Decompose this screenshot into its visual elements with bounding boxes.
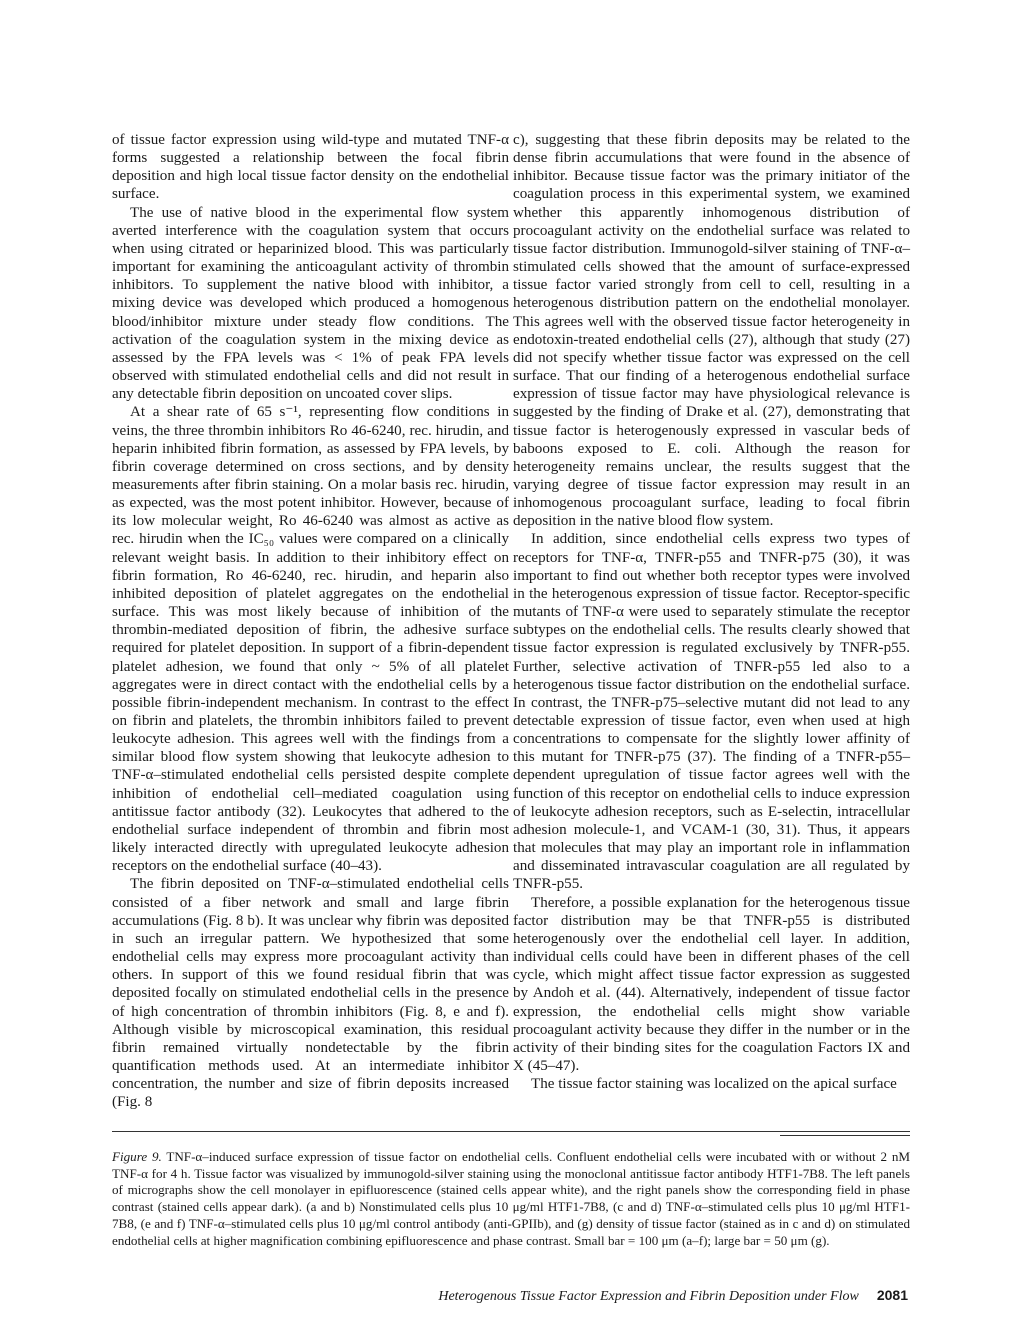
left-paragraph-4: The fibrin deposited on TNF-α–stimulated endothelial cells consisted of a fiber network and small and large fibrin accumulations (Fig. 8 b). It was unclear why fibrin was deposited in such an irregular pattern. We hypothesized that some endothelial cells may express more procoagulant activity than others. In support of this we found residual fibrin that was deposited focally on stimulated endothelial cells in the presence of high concentration of thrombin inhibitors (Fig. 8, e and f). Although visible by microscopical examination, this residual fibrin remained virtually nondetectable by the fibrin quantification methods used. At an intermediate inhibitor concentration, the number and size of fibrin deposits increased (Fig. 8	[112, 876, 509, 1111]
left-column	[112, 131, 509, 1111]
caption-divider-top	[112, 1131, 910, 1132]
left-paragraph-3: At a shear rate of 65 s⁻¹, representing flow conditions in veins, the three thrombin inhibitors Ro 46-6240, rec. hirudin, and heparin inhibited fibrin formation, as assessed by FPA levels, by fibrin coverage determined on cross sections, and by density measurements after fibrin staining. On a molar basis rec. hirudin, as expected, was the most potent inhibitor. However, because of its low molecular weight, Ro 46-6240 was almost as active as rec. hirudin when the IC₅₀ values were compared on a clinically relevant weight basis. In addition to their inhibitory effect on fibrin formation, Ro 46-6240, rec. hirudin, and heparin also inhibited deposition of platelet aggregates on the endothelial surface. This was most likely because of inhibition of the thrombin-mediated deposition of fibrin, the adhesive surface required for platelet deposition. In support of a fibrin-dependent platelet adhesion, we found that only ~ 5% of all platelet aggregates were in direct contact with the endothelial cells by a possible fibrin-independent mechanism. In contrast to the effect on fibrin and platelets, the thrombin inhibitors failed to prevent leukocyte adhesion. This agrees well with the findings from a similar blood flow system showing that leukocyte adhesion to TNF-α–stimulated endothelial cells persisted despite complete inhibition of endothelial cell–mediated coagulation using antitissue factor antibody (32). Leukocytes that adhered to the endothelial surface independent of thrombin and fibrin most likely interacted directly with upregulated leukocyte adhesion receptors on the endothelial surface (40–43).	[112, 404, 509, 875]
right-paragraph-2: In addition, since endothelial cells express two types of receptors for TNF-α, TNFR-p55 and TNFR-p75 (30), it was important to find out whether both receptor types were involved in the heterogenous expression of tissue factor. Receptor-specific mutants of TNF-α were used to separately stimulate the receptor subtypes on the endothelial cells. The results clearly showed that tissue factor expression is regulated exclusively by TNFR-p55. Further, selective activation of TNFR-p55 led also to a heterogenous tissue factor distribution on the endothelial surface. In contrast, the TNFR-p75–selective mutant did not lead to any detectable expression of tissue factor, even when used at high concentrations to compensate for the slightly lower affinity of this mutant for TNFR-p75 (37). The finding of a TNFR-p55–dependent upregulation of tissue factor agrees well with the function of this receptor on endothelial cells to induce expression of leukocyte adhesion receptors, such as E-selectin, intracellular adhesion molecule-1, and VCAM-1 (30, 31). Thus, it appears that molecules that may play an important role in inflammation and disseminated intravascular coagulation are all regulated by TNFR-p55.	[513, 531, 910, 893]
figure-caption-text: TNF-α–induced surface expression of tissue factor on endothelial cells. Confluent endothelial cells were incubated with or without 2 nM TNF-α for 4 h. Tissue factor was visualized by immunogold-silver staining using the monoclonal antitissue factor antibody HTF1-7B8. The left panels of micrographs show the cell monolayer in epifluorescence (stained cells appear white), and the right panels show the corresponding field in phase contrast (stained cells appear dark). (a and b) Nonstimulated cells plus 10 μg/ml HTF1-7B8, (c and d) TNF-α–stimulated cells plus 10 μg/ml HTF1-7B8, (e and f) TNF-α–stimulated cells plus 10 μg/ml control antibody (anti-GPIIb), and (g) density of tissue factor (stained as in c and d) on stimulated endothelial cells at higher magnification combining epifluorescence and phase contrast. Small bar = 100 μm (a–f); large bar = 50 μm (g).	[112, 1149, 911, 1248]
right-paragraph-3: Therefore, a possible explanation for the heterogenous tissue factor distribution may be that TNFR-p55 is distributed heterogenously over the endothelial cell layer. In addition, individual cells could have been in different phases of the cell cycle, which might affect tissue factor expression as suggested by Andoh et al. (44). Alternatively, independent of tissue factor expression, the endothelial cells might show variable procoagulant activity because they differ in the number or in the activity of their binding sites for the coagulation Factors IX and X (45–47).	[513, 894, 910, 1074]
page-footer	[438, 1287, 908, 1305]
figure-label: Figure 9.	[112, 1149, 162, 1164]
right-column	[513, 131, 910, 1093]
running-title: Heterogenous Tissue Factor Expression and Fibrin Deposition under Flow	[438, 1289, 859, 1304]
page-number: 2081	[876, 1287, 908, 1303]
left-paragraph-1: of tissue factor expression using wild-type and mutated TNF-α forms suggested a relationship between the focal fibrin deposition and high local tissue factor density on the endothelial surface.	[112, 132, 509, 203]
right-paragraph-1: c), suggesting that these fibrin deposits may be related to the dense fibrin accumulations that were found in the absence of inhibitor. Because tissue factor was the primary initiator of the coagulation process in this experimental system, we examined whether this apparently inhomogenous distribution of procoagulant activity on the endothelial surface was related to tissue factor distribution. Immunogold-silver staining of TNF-α–stimulated cells showed that the amount of surface-expressed tissue factor varied strongly from cell to cell, resulting in a heterogenous distribution pattern on the endothelial monolayer. This agrees well with the observed tissue factor heterogeneity in endotoxin-treated endothelial cells (27), although that study (27) did not specify whether tissue factor was expressed on the cell surface. That our finding of a heterogenous endothelial surface expression of tissue factor may have physiological relevance is suggested by the finding of Drake et al. (27), demonstrating that tissue factor is heterogenously expressed in vascular beds of baboons exposed to E. coli. Although the reason for heterogeneity remains unclear, the results suggest that the varying degree of tissue factor expression may result in an inhomogenous procoagulant surface, leading to focal fibrin deposition in the native blood flow system.	[513, 132, 910, 530]
caption-divider-accent	[780, 1135, 910, 1136]
right-paragraph-4: The tissue factor staining was localized on the apical surface	[531, 1076, 897, 1093]
left-paragraph-2: The use of native blood in the experimental flow system averted interference with the coagulation system that occurs when using citrated or heparinized blood. This was particularly important for examining the anticoagulant activity of thrombin inhibitors. To supplement the native blood with inhibitor, a mixing device was developed which produced a homogenous blood/inhibitor mixture under steady flow conditions. The activation of the coagulation system in the mixing device as assessed by the FPA levels was < 1% of peak FPA levels observed with stimulated endothelial cells and did not result in any detectable fibrin deposition on uncoated cover slips.	[112, 204, 509, 403]
figure-caption	[112, 1149, 910, 1249]
